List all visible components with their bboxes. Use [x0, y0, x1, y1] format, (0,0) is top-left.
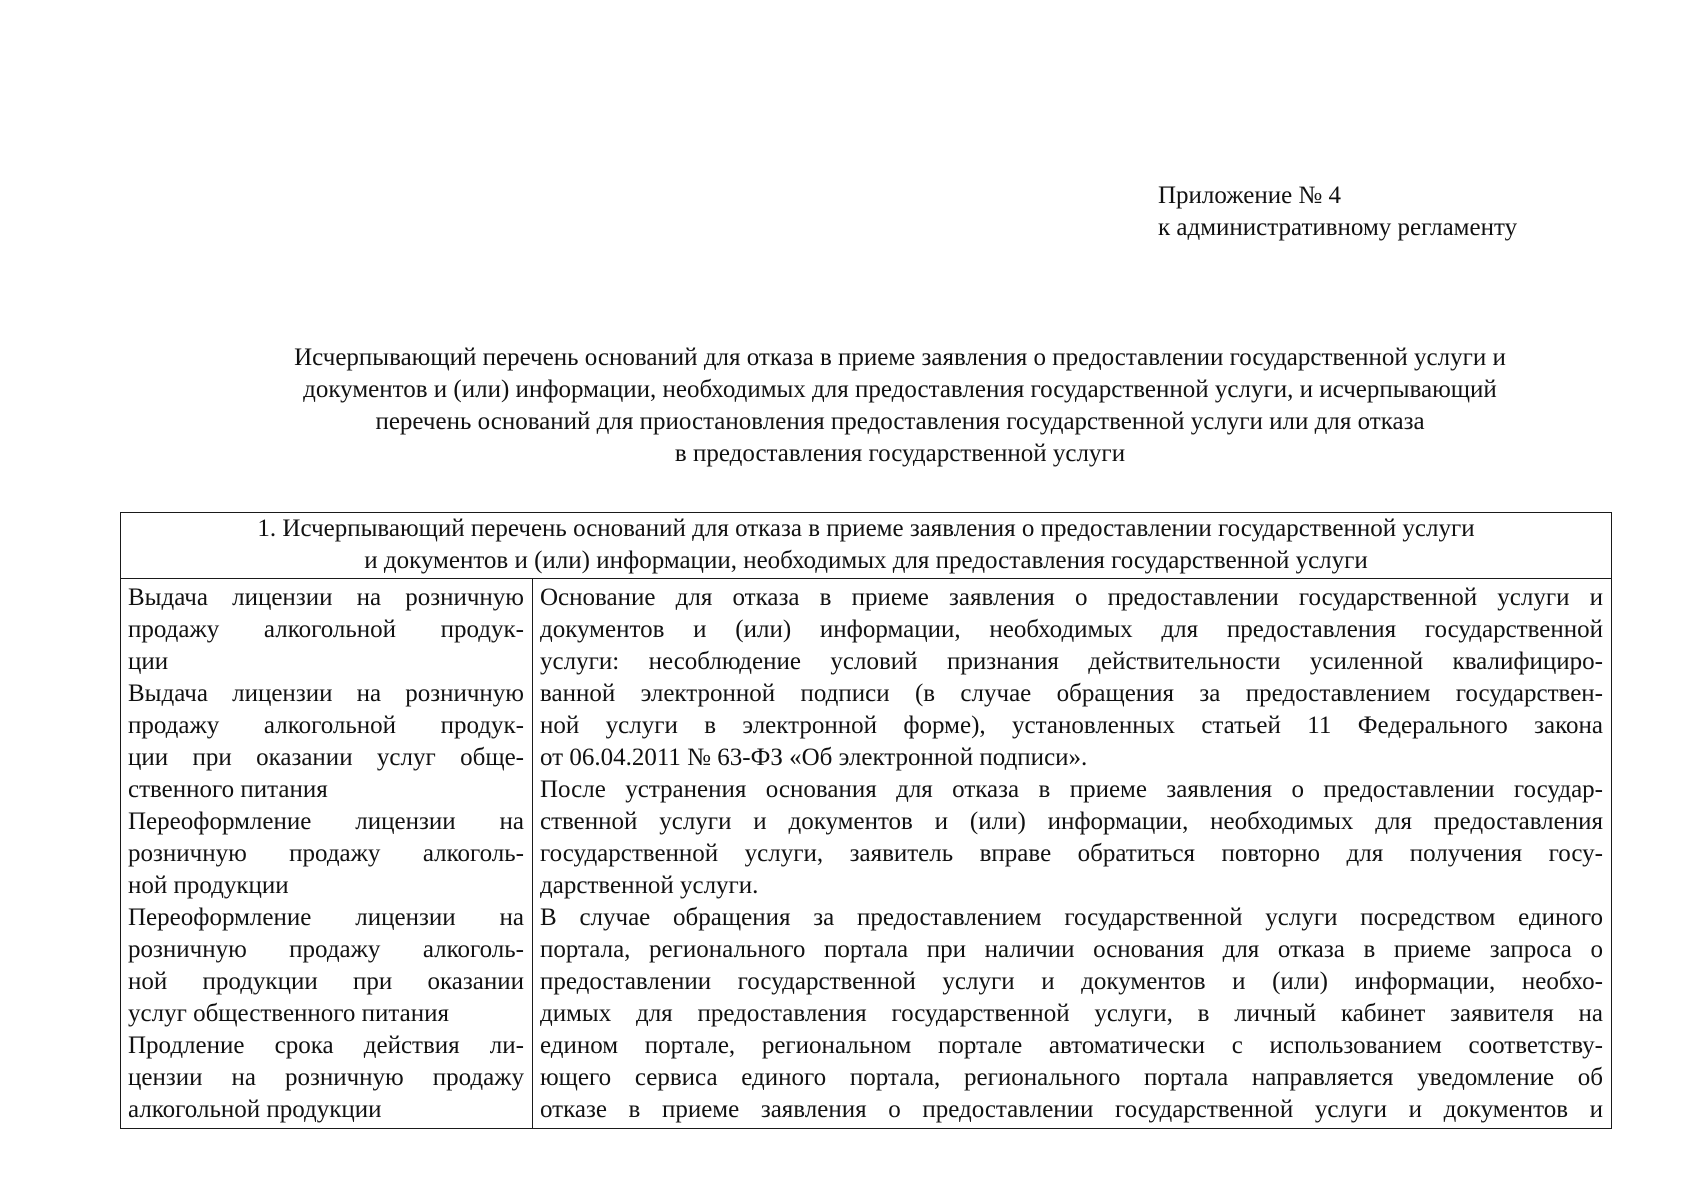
paragraph-line: Основание для отказа в приеме заявления о предоставлении государственной услуги и	[540, 584, 1603, 611]
paragraph-line: государственной услуги, заявитель вправе обратиться повторно для получения госу-	[540, 840, 1603, 867]
service-line: Продление срока действия ли-	[128, 1032, 524, 1059]
appendix-note	[1158, 180, 1517, 244]
paragraph-line: услуги: несоблюдение условий признания действительности усиленной квалифициро-	[540, 648, 1603, 675]
service-item	[128, 902, 524, 1030]
service-line: алкогольной продукции	[128, 1096, 382, 1123]
column-divider	[532, 578, 533, 1128]
paragraph-line: В случае обращения за предоставлением государственной услуги посредством единого	[540, 904, 1603, 931]
paragraph-line: дарственной услуги.	[540, 872, 759, 899]
service-line: продажу алкогольной продук-	[128, 712, 524, 739]
service-line: цензии на розничную продажу	[128, 1064, 524, 1091]
title-line: Исчерпывающий перечень оснований для отказа в приеме заявления о предоставлении государственной услуги и	[294, 344, 1506, 371]
paragraph-line: После устранения основания для отказа в приеме заявления о предоставлении государ-	[540, 776, 1603, 803]
paragraph-line: ной услуги в электронной форме), установленных статьей 11 Федерального закона	[540, 712, 1603, 739]
appendix-number: Приложение № 4	[1158, 182, 1342, 209]
service-line: продажу алкогольной продук-	[128, 616, 524, 643]
service-item	[128, 582, 524, 678]
service-line: Выдача лицензии на розничную	[128, 584, 524, 611]
paragraph-line: едином портале, региональном портале автоматически с использованием соответству-	[540, 1032, 1603, 1059]
paragraph-line: ющего сервиса единого портала, регионального портала направляется уведомление об	[540, 1064, 1603, 1091]
title-line: документов и (или) информации, необходимых для предоставления государственной услуги, и исчерпывающий	[303, 376, 1497, 403]
section-header-line: и документов и (или) информации, необходимых для предоставления государственной услуги	[364, 547, 1368, 574]
section-header	[121, 513, 1611, 579]
grounds-paragraph	[540, 902, 1603, 1126]
document-title	[150, 342, 1650, 470]
grounds-paragraph	[540, 774, 1603, 902]
service-line: Переоформление лицензии на	[128, 904, 524, 931]
service-line: розничную продажу алкоголь-	[128, 840, 524, 867]
service-line: ции при оказании услуг обще-	[128, 744, 524, 771]
title-line: в предоставления государственной услуги	[674, 440, 1126, 467]
service-line: ции	[128, 648, 169, 675]
grounds-paragraph	[540, 582, 1603, 774]
paragraph-line: от 06.04.2011 № 63-ФЗ «Об электронной подписи».	[540, 744, 1088, 771]
section-header-line: 1. Исчерпывающий перечень оснований для отказа в приеме заявления о предоставлении государственной услуги	[257, 515, 1475, 542]
service-item	[128, 806, 524, 902]
appendix-reference: к административному регламенту	[1158, 214, 1518, 241]
paragraph-line: ванной электронной подписи (в случае обращения за предоставлением государствен-	[540, 680, 1603, 707]
grounds-column	[540, 582, 1603, 1126]
service-line: ной продукции при оказании	[128, 968, 524, 995]
paragraph-line: ственной услуги и документов и (или) информации, необходимых для предоставления	[540, 808, 1603, 835]
title-line: перечень оснований для приостановления предоставления государственной услуги или для отказа	[375, 408, 1425, 435]
grounds-table	[120, 512, 1612, 1129]
paragraph-line: документов и (или) информации, необходимых для предоставления государственной	[540, 616, 1603, 643]
service-item	[128, 1030, 524, 1126]
service-line: услуг общественного питания	[128, 1000, 450, 1027]
paragraph-line: портала, регионального портала при наличии основания для отказа в приеме запроса о	[540, 936, 1603, 963]
paragraph-line: предоставлении государственной услуги и документов и (или) информации, необхо-	[540, 968, 1603, 995]
paragraph-line: отказе в приеме заявления о предоставлении государственной услуги и документов и	[540, 1096, 1603, 1123]
service-item	[128, 678, 524, 806]
paragraph-line: димых для предоставления государственной услуги, в личный кабинет заявителя на	[540, 1000, 1603, 1027]
service-line: ной продукции	[128, 872, 289, 899]
services-column	[128, 582, 524, 1126]
service-line: ственного питания	[128, 776, 328, 803]
service-line: розничную продажу алкоголь-	[128, 936, 524, 963]
service-line: Выдача лицензии на розничную	[128, 680, 524, 707]
service-line: Переоформление лицензии на	[128, 808, 524, 835]
